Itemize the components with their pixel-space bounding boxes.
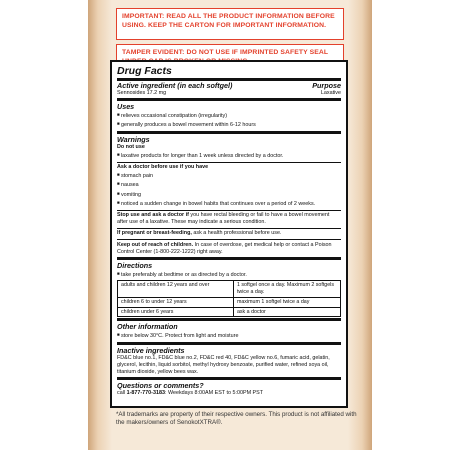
- active-ingredient-row: [117, 90, 341, 97]
- table-row: [118, 307, 341, 317]
- uses-item: ■ relieves occasional constipation (irregularity): [117, 111, 341, 120]
- trademark-footnote: *All trademarks are property of their respective owners. This product is not affiliated with the makers/owners of SenokotXTRA®.: [116, 411, 357, 426]
- inactive-ingredients-heading: Inactive ingredients: [117, 342, 341, 355]
- inactive-ingredients-text: FD&C blue no.1, FD&C blue no.2, FD&C red 40, FD&C yellow no.6, fumaric acid, gelatin, glycerol, lecithin, liquid sorbitol, methyl hydroxy benzoate, purified water, refined soya oil, titanium dioxide, yellow bees wax.: [117, 354, 330, 376]
- other-information-item: ■ store below 30°C. Protect from light and moisture: [117, 331, 341, 340]
- drug-facts-title: Drug Facts: [117, 65, 341, 81]
- directions-age-cell: children under 6 years: [118, 307, 234, 317]
- warnings-heading: Warnings: [117, 131, 341, 144]
- uses-heading: Uses: [117, 98, 341, 111]
- call-prefix: call: [117, 390, 126, 397]
- other-information-heading: Other information: [117, 318, 341, 331]
- ask-doctor-label: Ask a doctor before use if you have: [117, 162, 341, 172]
- drug-facts-panel: [110, 60, 348, 408]
- call-hours: : Weekdays 8:00AM EST to 5:00PM PST: [164, 390, 264, 397]
- stop-use-label: Stop use and ask a doctor if: [117, 212, 189, 219]
- ask-doctor-item: ■ noticed a sudden change in bowel habits that continues over a period of 2 weeks.: [117, 199, 341, 208]
- directions-age-cell: adults and children 12 years and over: [118, 281, 234, 298]
- questions-heading: Questions or comments?: [117, 377, 341, 390]
- pregnant-text: ask a health professional before use.: [193, 230, 282, 237]
- directions-dose-cell: 1 softgel once a day. Maximum 2 softgels twice a day.: [233, 281, 340, 298]
- directions-age-cell: children 6 to under 12 years: [118, 297, 234, 307]
- pregnant-paragraph: [117, 228, 341, 238]
- active-ingredient-value: Sennosides 17.2 mg: [117, 90, 167, 96]
- do-not-use-item: ■ laxative products for longer than 1 week unless directed by a doctor.: [117, 151, 341, 160]
- phone-number: 1-877-770-3183: [126, 390, 165, 397]
- ask-doctor-item: ■ stomach pain: [117, 171, 341, 180]
- tamper-evident-warning-box: TAMPER EVIDENT: DO NOT USE IF IMPRINTED SAFETY SEAL: [116, 44, 344, 72]
- directions-heading: Directions: [117, 257, 341, 270]
- purpose-value: Laxative: [320, 90, 341, 96]
- ask-doctor-item: ■ nausea: [117, 180, 341, 189]
- directions-intro: ■ take preferably at bedtime or as directed by a doctor.: [117, 270, 341, 279]
- directions-dose-cell: ask a doctor: [233, 307, 340, 317]
- do-not-use-label: Do not use: [117, 143, 145, 150]
- keep-out-text: In case of overdose, get medical help or contact a Poison Control Center (1-800-222-1222) right away.: [117, 241, 332, 255]
- directions-table: [117, 280, 341, 317]
- uses-item: ■ generally produces a bowel movement within 6-12 hours: [117, 120, 341, 129]
- table-row: [118, 281, 341, 298]
- directions-dose-cell: maximum 1 softgel twice a day: [233, 297, 340, 307]
- keep-out-label: Keep out of reach of children.: [117, 241, 194, 248]
- active-ingredient-header: [117, 81, 341, 90]
- questions-contact: [117, 390, 341, 397]
- active-ingredient-label: Active ingredient (in each softgel): [117, 81, 233, 90]
- stop-use-text: you have rectal bleeding or fail to have a bowel movement after use of a laxative. These may indicate a serious condition.: [117, 212, 330, 226]
- ask-doctor-item: ■ vomiting: [117, 190, 341, 199]
- keep-out-paragraph: [117, 239, 341, 256]
- table-row: [118, 297, 341, 307]
- stop-use-paragraph: [117, 210, 341, 227]
- important-warning-box: IMPORTANT: READ ALL THE PRODUCT INFORMATION BEFORE USING. KEEP THE CARTON FOR IMPORTANT INFORMATION.: [116, 8, 344, 40]
- pregnant-label: If pregnant or breast-feeding,: [117, 230, 192, 237]
- purpose-label: Purpose: [312, 81, 341, 90]
